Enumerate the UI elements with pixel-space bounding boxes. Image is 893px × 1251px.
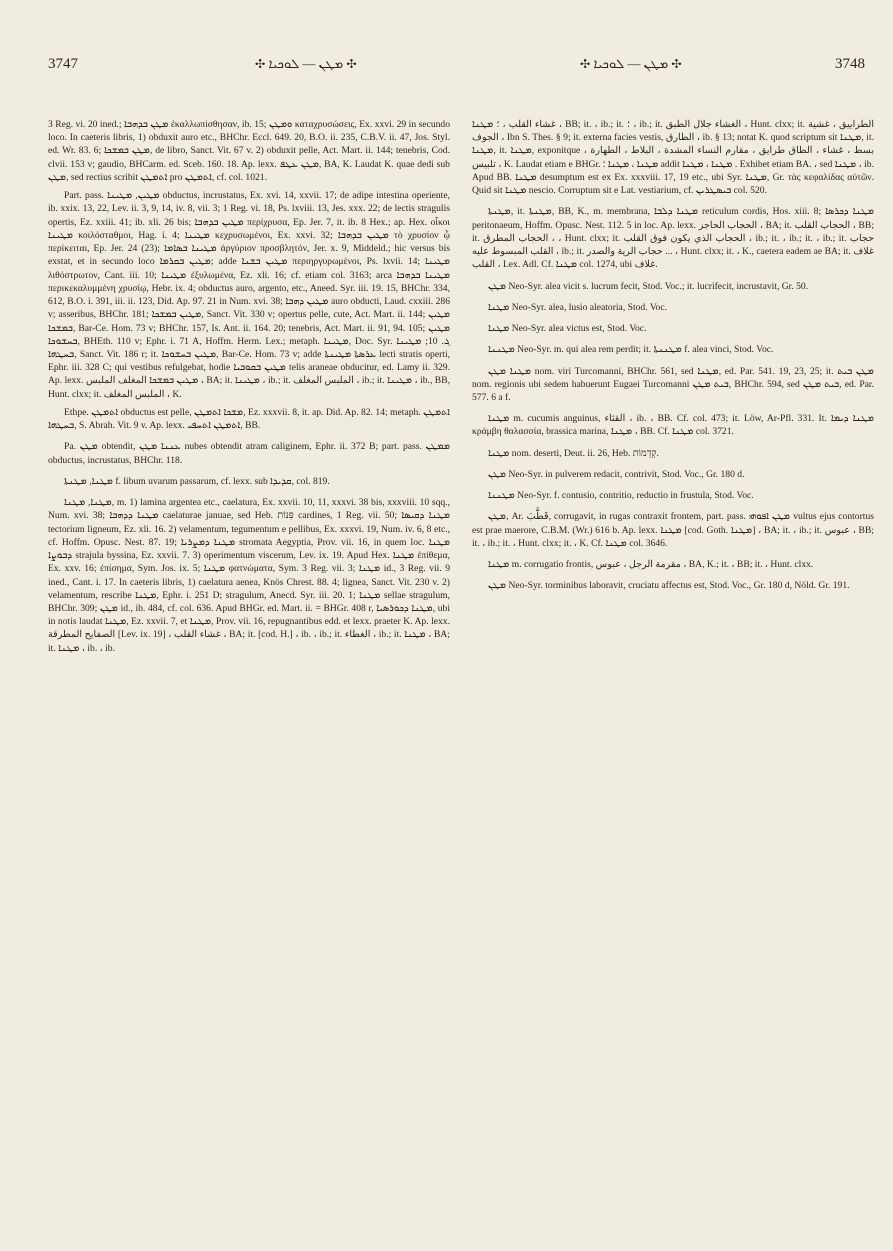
entry-paragraph: ܡܛܢܐ ܡܛܢ nom. viri Turcomanni, BHChr. 561, sed ܡܛܢܐ, ed. Par. 541. 19, 23, 25; it. ܡܛܢ ܒܝܬ nom. regionis ubi sedem habuerunt Eugaei Turcomanni ܒܝܬ ܡܛܢ, BHChr. 594, sed ܒܝܬ ܡܛܢ, ed. Par. 577. 6 a f. [472,365,874,403]
entry-paragraph: ܡܛܢܢܐ Neo-Syr. f. contusio, contritio, reductio in frustula, Stod. Voc. [488,490,754,502]
entry-paragraph: ܡܛܢܐ nom. deserti, Deut. ii. 26, Heb. ‏קְדֵמוֹת‏. [488,447,659,459]
entry-paragraph: 3 Reg. vi. 20 ined.; ܡܛܢ ܒܕܗܒܐ ἐκαλλωπίσθησαν, ib. 15; ܘܡܛܢ καταχρυσώσεις, Ex. xxvi. 29 in secundo loco. In caeteris libris, 1) obduxit auro etc., BHChr. Eccl. 649. 20, B.O. ii. 235, C.B.V. ii. 47, Jos. Styl. ed. Wr. 83. 6; ܡܛܢ ܒܡܫܟܐ, de libro, Sanct. Vit. 67 v. 2) obduxit pelle, Act. Mart. ii. 144; tenebris, Cod. clvii. 153 v; gaudio, BHCarm. ed. Sceb. 160. 18. Ap. lexx. ܡܛܢ ܥܛܦ, BA, K. Laudat K. quae dedi sub ܡܛܢ, sed rectius scribit ܐܬܡܛܢ pro ܐܬܡܛܢ, cf. col. 1021. [48,119,450,183]
entry-paragraph: غشاء القلب ، ؛ ܡܛܢܐ ، BB; it. ، ib.; it. ؛ ، ib.; it. الغشاء جلال الطبق ، Hunt. clxx; it. الطراييق ، غشية الجوف ، Ibn S. Thes. § 9; it. externa facies vestis, الطارق ، ib. § 13; notat K. quod scriptum sit ܡܛܢܐ, it. ܡܛܢܐ, it. ܡܛܢܐ, exponitque بسط ، غشاء ، الطاق طرايق ، مقارم النساء المشدة ، البلاط ، الطهارة ، تلبيس ، K. Laudat etiam e BHGr. ܡܛܢܐ ، ܡܛܢܐ ؛ addit ܡܛܢܐ ، ܡܛܢܐ . Exhibet etiam BA. ، sed ܡܛܢܐ ، ib. Apud BB. ܡܛܢܐ desumptum est ex Ex. xxxviii. 17, 19 etc., ubi Syr. ܡܛܢܐ, Gr. τὰς κεφαλίδας αὐτῶν. Quid sit ܡܛܢܐ nescio. Corruptum sit e Lat. vestiarium, cf. ܒܝܣܛܪܝܢ col. 520. [472,119,874,197]
entry-paragraph: ܡܛܢܐ m. cucumis anguinus, القثاء ، ib. ، BB. Cf. col. 473; it. Löw, Ar-Pfl. 331. It. ܡܛܢܐ ܕܝܡܐ κράμβη θαλασσία, brassica marina, ܡܛܢܐ ، BB. Cf. ܡܛܢܐ col. 3721. [472,413,874,438]
entry-paragraph: ܡܛܢܐ Neo-Syr. alea victus est, Stod. Voc. [488,323,647,335]
entry-paragraph: ܡܛܢܢܐ Neo-Syr. m. qui alea rem perdit; it. ܡܛܢܢܬܐ f. alea vinci, Stod. Voc. [488,344,774,356]
entry-paragraph: ܡܛܢܐ m. corrugatio frontis, مقرمة الرجل ، عبوس ، BA, K.; it. ، BB; it. ، Hunt. clxx. [488,559,814,571]
right-column [472,118,874,1228]
left-column [48,118,450,1228]
left-page-number: 3747 [48,56,78,72]
entry-paragraph: ܡܛܢܬܐ, it. ܡܛܢܬܐ, BB, K., m. membrana, ܡܛܢܐ ܕܠܒܐ reticulum cordis, Hos. xiii. 8; ܡܛܢܐ ܕܟܪܣܐ peritonaeum, Hoffm. Opusc. Nest. 112. 5 in loc. Ap. lexx. الحجاب الحاجز ، BA; it. الحجاب القلب ، BB; it. الحجاب المطرق ، ، Hunt. clxx; it. الحجاب الذي يكون فوق القلب ، ib.; it. ، ib.; it. ، ib.; it. حجاب القلب المبسوط عليه ، ib.; it. حجاب الرية والصدر ... ، Hunt. clxx; it. ، K., caetera eadem ae BA; it. غلاف القلب ، Lex. Adl. Cf. ܡܛܢܐ col. 1274, ubi غلاف. [472,206,874,271]
entry-paragraph: ܡܛܢܐ, ܡܛܢܬܐ f. libum uvarum passarum, cf. lexx. sub ܩܕܝܕܐ, col. 819. [64,475,330,487]
entry-paragraph: Pa. ܡܛܢ obtendit, ܥܢܢܐ ܡܛܢ nubes obtendit atram caliginem, Ephr. ii. 372 B; part. pass. ܡܡܛܢ obductus, incrustatus, BHChr. 118. [48,441,450,466]
entry-paragraph: ܡܛܢ Neo-Syr. alea vicit s. lucrum fecit, Stod. Voc.; it. lucrifecit, incrustavit, Gr. 50. [488,280,809,292]
entry-paragraph: ܡܛܢ Neo-Syr. torminibus laboravit, cruciatu affectus est, Stod. Voc., Gr. 180 d, Nöld. Gr. 191. [488,580,850,592]
entry-paragraph: ܡܛܢ Neo-Syr. in pulverem redacit, contrivit, Stod. Voc., Gr. 180 d. [488,468,745,480]
entry-paragraph: Part. pass. ܡܛܝܢ, ܡܛܝܢܐ obductus, incrustatus, Ex. xvi. 14, xxvii. 17; de adipe intestina operiente, ib. xxix. 13, 22, Lev. ii. 3, 9, 14, iv. 8, vii. 3; 1 Reg. vi. 18, Ps. lxviii. 13, Jes. xxx. 22; de lectis stragulis opertis, Ez. xxiii. 41; ib. xli. 26 bis; ܡܛܝܢ ܒܕܗܒܐ περίχρυσα, Ep. Jer. 7, it. ib. 8 Hex.; ap. Hex. οἶκοι ܡܛܝܢܐ κοιλόσταθμοι, Hag. i. 4; ܡܛܝܢܐ κεχρυσωμένοι, Ex. xxvi. 32; ܡܛܝܢ ܒܕܗܒܐ τὸ χρυσίον ᾧ περίκειται, Ep. Jer. 24 (23); ܡܛܝܢܐ ܒܣܐܡܐ ἀργύριον προσβλητόν, Jer. x. 9, Middeld.; hic versus bis exstat, et in secundo loco ܡܛܝܢ ܒܩܪܡܐ; adde ܡܛܝܢ ܒܫܢܐ περιηργυρωμένοι, Ps. lxvii. 14; ܡܛܝܢܐ λιθόστρωτον, Cant. iii. 10; ܡܛܝܢܐ ἐξυλωμένα, Ez. xli. 16; cf. etiam col. 3163; arca ܡܛܝܢܐ ܒܕܗܒܐ περικεκαλυμμένη χρυσίῳ, Hebr. ix. 4; obductus auro, argento, etc., Aneed. Syr. iii. 19. 15, BHChr. 334, 612, B.O. i. 391, iii. ii. 123, Did. Ap. 97. 21 in Num. xvi. 38; ܡܛܝܢ ܕܗܒܐ auro obducti, Laud. cxxiii. 286 v; asseribus, BHChr. 181; ܡܛܝܢ ܒܡܫܟܐ, Sanct. Vit. 330 v; opertus pelle, cute, Act. Mart. ii. 144; ܡܛܝܢ ܒܡܫܟܐ, Bar-Ce. Hom. 73 v; BHChr. 157, Is. Ant. ii. 164. 20; tenebris, Act. Mart. ii. 91, 94. 105; ܡܛܝܢ ܒܚܫܘܟܐ, BHEth. 110 v; Ephr. i. 71 A, Hoffm. Herm. Lex.; metaph. ܡܛܝܢܐ, Doc. Syr. ܓ. 10; ܡܛܝܢܐ ܒܚܛܗܐ, Sanct. Vit. 186 r; it. ܡܛܝܢ ܒܚܫܘܟܐ, Bar-Ce. Hom. 73 v; adde ܥܪܣܬܐ ܡܛܝܢܬܐ lecti stratis operti, Ephr. iii. 328 C; qui vestibus refulgebat, hodie ܡܛܝܢ ܒܩܘܒܝܐ telis araneae obducitur, ed. Lamy ii. 329. Ap. lexx. ܡܛܝܢ ܒܡܫܟܐ المغلف الملبس ، BA; it. ܡܛܝܢܐ ، ib.; it. الملبس المغلف ، ib.; it. ܡܛܝܢܐ ، ib., BB, Hunt. clxx; it. الملبس المغلف ، K. [48,190,450,400]
left-running-title: ✣ ܡܛܢ — ܠܘܟܝܐ ✣ [255,56,357,71]
page-header [0,56,893,86]
right-running-title: ✣ ܡܛܢ — ܠܘܟܝܐ ✣ [580,56,682,71]
entry-paragraph: Ethpe. ܐܬܡܛܢ obductus est pelle, ܡܫܟܐ ܐܬܡܛܢ, Ez. xxxvii. 8, it. ap. Did. Ap. 82. 14; metaph. ܐܬܡܛܢ ܒܚܛܗܐ, S. Abrah. Vit. 9 v. Ap. lexx. ܐܬܡܛܢ ܐܬܚܦܝ, BB. [48,406,450,432]
entry-paragraph: ܡܛܢܐ, ܡܛܢܐ, m. 1) lamina argentea etc., caelatura, Ex. xxvii. 10, 11, xxxvi. 38 bis, xxxviii. 10 sqq., Num. xvi. 38; ܡܛܢܐ ܕܕܗܒܐ caelaturae januae, sed Heb. ‏פִּנּוֹת‏ cardines, 1 Reg. vii. 50; ܡܛܢܐ ܕܩܝܣܐ tectorium ligneum, Ez. xli. 16. 2) velamentum, tegumentum e pellibus, Ex. xxxvi. 19, Num. iv. 6, 8 etc., cf. Hoffm. Opusc. Nest. 87. 19; ܡܛܢܐ ܕܡܨܪܝܐ stromata Aegyptia, Prov. vii. 16, in quem loc. ܡܛܢܐ ܕܒܘܨܐ strajula byssina, Ez. xxvii. 7. 3) operimentum viscerum, Lev. ix. 19. Apud Hex. ܡܛܢܐ ἐπίθεμα, Ex. xxv. 16; ἐπίσημα, Sym. Jos. ix. 5; ܡܛܢܐ φατνώματα, Sym. 3 Reg. vii. 3; ܡܛܢܐ id., 3 Reg. vii. 9 ined., Cant. i. 17. In caeteris libris, 1) caelatura aenea, Knös Chrest. 88. 4; lignea, Sanct. Vit. 230 v. 2) velamentum, rescribe ܡܛܢܐ, Ephr. i. 251 D; stragulum, Anecd. Syr. iii. 20. 1; ܡܛܢܐ sellae stragulum, BHChr. 309; ܡܛܢ id., ib. 484, cf. col. 636. Apud BHGr. ed. Mart. ii. = BHGr. 408 r, ܡܛܢܐ ܕܟܘܪܣܝܐ, ubi in notis laudat ܡܛܢܐ, Ez. xxvii. 7, et ܡܛܢܐ, Prov. vii. 16, repugnantibus edd. et lexx. praeter K. Ap. lexx. الصفايح المطرقة [Lev. ix. 19] ، غشاء القلب ، BA; it. [cod. H.] ، ib. ، ib.; it. الغطاء ، ib.; it. ܡܛܢܐ ، BA; it. ܡܛܢܐ ، ib. ، ib. [48,497,450,654]
entry-paragraph: ܡܛܢܐ Neo-Syr. alea, lusio aleatoria, Stod. Voc. [488,301,667,313]
entry-paragraph: ܡܛܢ, Ar. قَطَّبَ, corrugavit, in rugas contraxit frontem, part. pass. ܡܛܢ ܐܦܘܗܝ vultus ejus contortus est prae maerore, C.B.M. (Wr.) 616 b. Ap. lexx. ܡܛܢܐ [cod. Goth. ܡܛܢܐ] ، BA; it. ، ib.; it. عبوس ، BB; it. ، ib.; it. ، Hunt. clxx; it. ، K. Cf. ܡܛܢܐ col. 3646. [472,511,874,549]
right-page-number: 3748 [835,56,865,72]
